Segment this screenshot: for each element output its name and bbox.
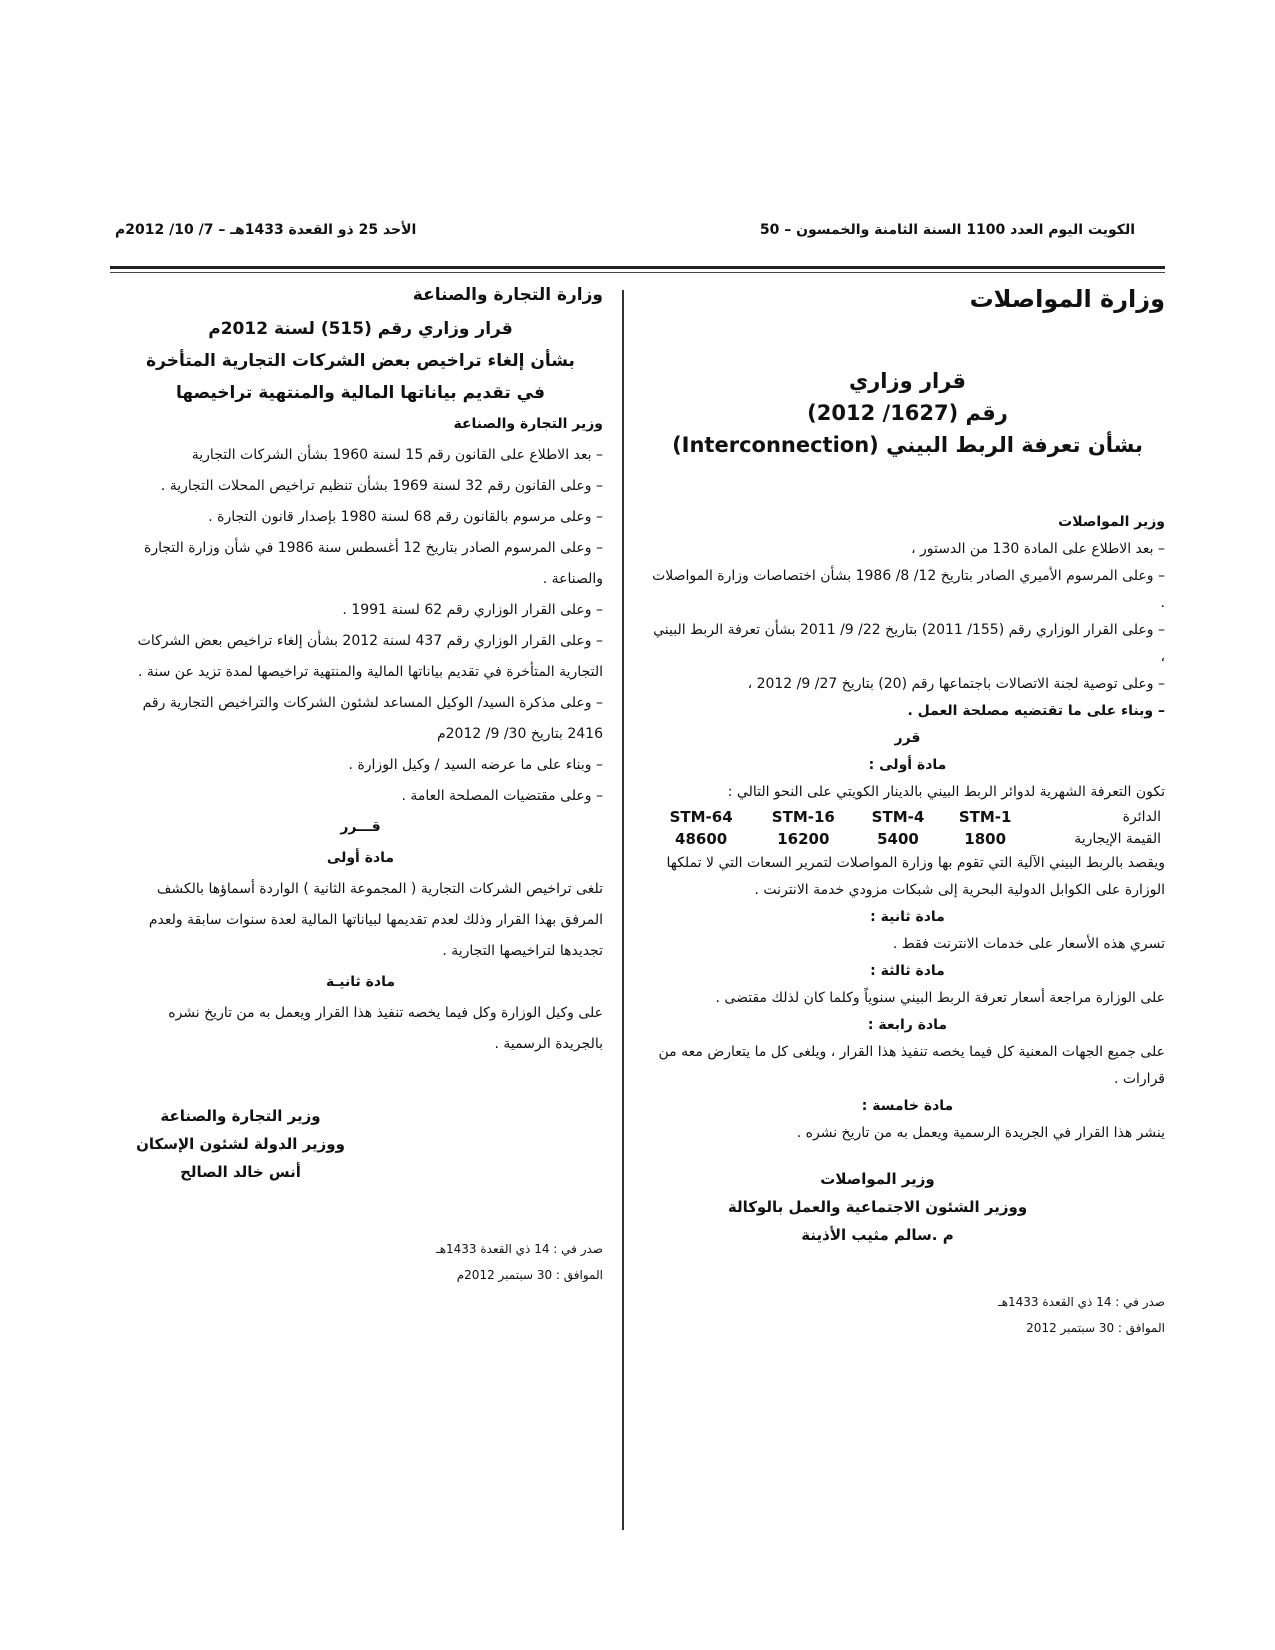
signature-title: وزير المواصلات — [820, 1170, 935, 1188]
preamble-item: – وعلى القرار الوزاري رقم 62 لسنة 1991 . — [342, 602, 603, 618]
tariff-label: الدائرة — [1122, 809, 1161, 825]
minister-heading: وزير المواصلات — [1058, 514, 1165, 530]
issue-date-gregorian: الموافق : 30 سبتمبر 2012م — [456, 1268, 603, 1282]
header-rule — [110, 266, 1165, 269]
decision-title — [650, 365, 1165, 461]
tariff-cell: 1800 — [964, 830, 1007, 848]
preamble-item: – بعد الاطلاع على القانون رقم 15 لسنة 1960 بشأن الشركات التجارية — [191, 447, 603, 463]
preamble-item: – وعلى القرار الوزاري رقم (155/ 2011) بتاريخ 22/ 9/ 2011 بشأن تعرفة الربط البيني ، — [653, 622, 1165, 665]
column-divider — [622, 290, 624, 1530]
signature-title: وزير التجارة والصناعة — [160, 1107, 321, 1125]
preamble-item: – وبناء على ما عرضه السيد / وكيل الوزارة . — [348, 757, 603, 773]
article-note: ويقصد بالربط البيني الآلية التي تقوم بها وزارة المواصلات لتمرير السعات التي لا تملكها الوزارة على الكوابل الدولية البحرية إلى شبكات مزودي خدمة الانترنت . — [666, 855, 1165, 898]
preamble-item: – وعلى المرسوم الأميري الصادر بتاريخ 12/ 8/ 1986 بشأن اختصاصات وزارة المواصلات . — [652, 568, 1165, 611]
issue-date-gregorian: الموافق : 30 سبتمبر 2012 — [1026, 1321, 1165, 1335]
article-text: تكون التعرفة الشهرية لدوائر الربط البيني بالدينار الكويتي على النحو التالي : — [727, 784, 1165, 800]
gazette-header-issue: الكويت اليوم العدد 1100 السنة الثامنة والخمسون – 50 — [759, 222, 1135, 238]
preamble-item: – وعلى القانون رقم 32 لسنة 1969 بشأن تنظيم تراخيص المحلات التجارية . — [160, 478, 603, 494]
issue-date-block — [650, 1289, 1165, 1341]
signature-block — [118, 1102, 603, 1186]
preamble-item: – وعلى المرسوم الصادر بتاريخ 12 أغسطس سنة 1986 في شأن وزارة التجارة والصناعة . — [144, 540, 603, 587]
tariff-row-circuit — [650, 806, 1165, 828]
article-text: تلغى تراخيص الشركات التجارية ( المجموعة الثانية ) الواردة أسماؤها بالكشف المرفق بهذا القرار وذلك لعدم تقديمها لبياناتها المالية لعدة سنوات سابقة ولعدم تجديدها لتراخيصها التجارية . — [148, 881, 603, 959]
article-text: تسري هذه الأسعار على خدمات الانترنت فقط . — [892, 936, 1165, 952]
signature-title: ووزير الشئون الاجتماعية والعمل بالوكالة — [727, 1198, 1028, 1216]
tariff-cell: 16200 — [777, 830, 830, 848]
signature-title: ووزير الدولة لشئون الإسكان — [136, 1135, 345, 1153]
header-rule-thin — [110, 272, 1165, 273]
commerce-decision — [118, 285, 603, 1288]
tariff-table — [650, 806, 1165, 850]
article-title: مادة خامسة : — [861, 1098, 954, 1114]
decision-title-line3: في تقديم بياناتها المالية والمنتهية تراخيصها — [175, 383, 546, 403]
signature-name: م .سالم مثيب الأذينة — [801, 1226, 954, 1244]
article-title: مادة ثانية : — [870, 909, 945, 925]
article-title: مادة أولى : — [868, 757, 947, 773]
tariff-cell: 5400 — [877, 830, 919, 848]
tariff-cell: STM-16 — [771, 808, 835, 826]
decision-title-line1: قرار وزاري — [848, 369, 967, 393]
tariff-cell: STM-1 — [958, 808, 1012, 826]
issue-date: صدر في : 14 ذي القعدة 1433هـ — [436, 1242, 603, 1256]
article-title: مادة ثانيـة — [325, 974, 395, 990]
decision-title — [118, 313, 603, 409]
minister-heading: وزير التجارة والصناعة — [453, 416, 603, 432]
tariff-cell: 48600 — [675, 830, 728, 848]
signature-name: أنس خالد الصالح — [180, 1163, 301, 1181]
gazette-header-date: الأحد 25 ذو القعدة 1433هـ – 7/ 10/ 2012م — [115, 222, 417, 238]
decided-heading: قـــرر — [340, 819, 381, 835]
article-title: مادة ثالثة : — [870, 963, 945, 979]
preamble-item: – وعلى مرسوم بالقانون رقم 68 لسنة 1980 بإصدار قانون التجارة . — [208, 509, 603, 525]
decision-title-line2: رقم (1627/ 2012) — [807, 401, 1008, 425]
preamble-item: – وعلى مقتضيات المصلحة العامة . — [401, 788, 603, 804]
issue-date: صدر في : 14 ذي القعدة 1433هـ — [998, 1295, 1165, 1309]
issue-date-block — [118, 1236, 603, 1288]
preamble-item: – وعلى توصية لجنة الاتصالات باجتماعها رقم (20) بتاريخ 27/ 9/ 2012 ، — [747, 676, 1165, 692]
decision-title-line1: قرار وزاري رقم (515) لسنة 2012م — [208, 319, 513, 339]
decided-heading: قرر — [894, 730, 921, 746]
preamble-item: – وبناء على ما تقتضيه مصلحة العمل . — [907, 703, 1165, 719]
preamble-item: – بعد الاطلاع على المادة 130 من الدستور ، — [911, 541, 1165, 557]
article-title: مادة رابعة : — [867, 1017, 948, 1033]
tariff-cell: STM-4 — [871, 808, 925, 826]
ministry-title: وزارة المواصلات — [969, 285, 1165, 313]
article-text: ينشر هذا القرار في الجريدة الرسمية ويعمل به من تاريخ نشره . — [796, 1125, 1165, 1141]
article-text: على جميع الجهات المعنية كل فيما يخصه تنفيذ هذا القرار ، ويلغى كل ما يتعارض معه من قرارات . — [658, 1044, 1165, 1087]
preamble-item: – وعلى القرار الوزاري رقم 437 لسنة 2012 بشأن إلغاء تراخيص بعض الشركات التجارية المتأخرة في تقديم بياناتها المالية والمنتهية تراخيصها لمدة تزيد عن سنة . — [137, 633, 603, 680]
decision-title-line3: بشأن تعرفة الربط البيني (Interconnection) — [672, 433, 1143, 457]
signature-block — [650, 1165, 1165, 1249]
decision-title-line2: بشأن إلغاء تراخيص بعض الشركات التجارية المتأخرة — [146, 351, 575, 371]
tariff-cell: STM-64 — [669, 808, 733, 826]
ministry-title: وزارة التجارة والصناعة — [412, 285, 603, 305]
tariff-row-value — [650, 828, 1165, 850]
article-text: على وكيل الوزارة وكل فيما يخصه تنفيذ هذا القرار ويعمل به من تاريخ نشره بالجريدة الرسمية . — [168, 1005, 603, 1052]
tariff-label: القيمة الإيجارية — [1074, 831, 1161, 847]
preamble-item: – وعلى مذكرة السيد/ الوكيل المساعد لشئون الشركات والتراخيص التجارية رقم 2416 بتاريخ 30/ 9/ 2012م — [142, 695, 603, 742]
article-text: على الوزارة مراجعة أسعار تعرفة الربط البيني سنوياً وكلما كان لذلك مقتضى . — [715, 990, 1165, 1006]
article-title: مادة أولى — [326, 850, 395, 866]
communications-decision — [650, 285, 1165, 1341]
